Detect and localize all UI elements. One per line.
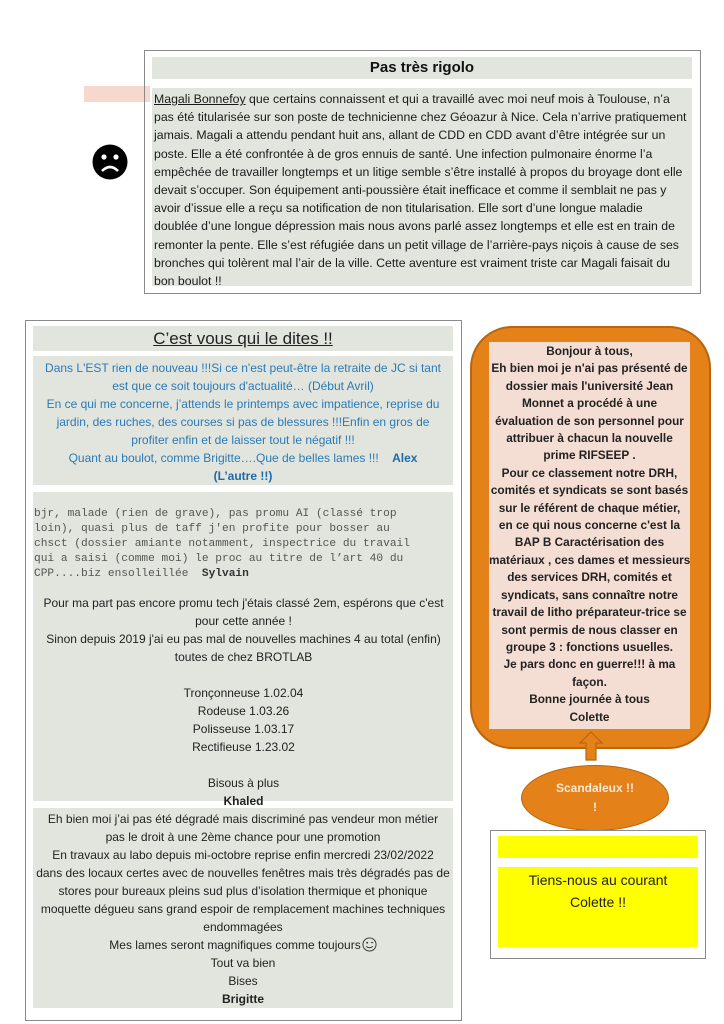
text-line: groupe 3 : fonctions usuelles. [505,639,674,654]
text-line: Bonjour à tous, [546,344,633,358]
text-line: poste. Elle a été confrontée à de gros ennuis de santé. Une infection pulmonaire énorme l’a [154,146,653,161]
text-line: pour cette année ! [195,614,292,628]
message-sylvain [34,507,453,582]
text-line: bon boulot !! [154,274,222,289]
text-line [34,756,453,774]
text-line: matériaux , ces dames et messieurs [489,552,690,567]
reaction-text: ! [593,800,597,814]
sad-face-icon [92,144,128,180]
text-line: endommagées [203,920,283,934]
text-line: prime RIFSEEP . [543,448,636,463]
text-line: BAP B Caractérisation des [514,535,665,550]
text-line: évaluation de son personnel pour [495,413,684,428]
highlight-bar [498,836,698,858]
text-line [34,666,453,684]
signature: Sylvain [201,568,249,580]
text-line: dans des locaux certes avec de nouvelles fenêtres mais très dégradés pas de [36,866,450,880]
text-line: avoir d’issue elle a reçu sa notification de non titularisation. Elle sort d’une longue maladie [154,201,643,216]
text-line: moquette dégueu sans grand espoir de remplacement machines techniques [40,902,446,916]
signature: Brigitte [222,992,264,1006]
reaction-bubble-scandaleux [521,765,669,831]
text-line: Monnet a procédé à une [521,396,658,411]
message-khaled [34,594,453,810]
text-line: empêchée de travailler longtemps et un litige semble s’être installé à propos du broyage dont elle [154,164,683,179]
text-line: toutes de chez BROTLAB [174,650,313,664]
text-line: profiter enfin et de laisser tout le négatif !!! [131,433,355,447]
text-line: Tout va bien [210,956,276,970]
text-line: Bises [228,974,258,988]
article-body [152,88,692,289]
text-line: pas été titularisée sur son poste de technicienne chez Géoazur à Nice. Cela n’arrive pratiquement [154,110,687,125]
text-line: Je pars donc en guerre!!! à ma [503,657,676,672]
text-line: dossier mais l'université Jean [505,378,674,393]
reply-message [498,867,698,947]
text-line: Bisous à plus [207,776,280,790]
message-sylvain-khaled [33,492,453,808]
text-line: Tiens-nous au courant [528,872,668,888]
text-line: attribuer à chacun la nouvelle [506,431,673,446]
text-line: jamais. Magali a attendu pendant huit ans, allant de CDD en CDD avant d’être intégrée sur un [154,128,666,143]
text-line: CPP....biz ensolleillée [34,568,189,580]
text-line: qui a saisi (comme moi) le proc au titre de l’art 40 du [34,553,404,565]
message-colette [489,342,690,729]
text-line: syndicats, sans connaître notre [500,587,678,602]
text-line: remonter la pente. Elle s’est réfugiée dans un petit village de l’arrière-pays niçois à cause de ses [154,237,679,252]
text-line: des services DRH, comités et [507,570,672,585]
text-line: chsct (dossier amiante notamment, inspectrice du travail [34,538,410,550]
text-line: stores pour bureaux pleins sud plus d’isolation thermique et phonique [58,884,428,898]
text-line: En travaux au labo depuis mi-octobre reprise enfin mercredi 23/02/2022 [52,848,434,862]
text-line: façon. [572,674,607,689]
decorative-bar [84,86,150,102]
text-line: Colette [569,709,610,724]
text-line: bronches qui tolèrent mal l’air de la ville. Cette aventure est vraiment triste car Magali faisait du [154,255,671,270]
text-line: Bonne journée à tous [529,692,650,707]
text-line: bjr, malade (rien de grave), pas promu AI (classé trop [34,508,397,520]
text-line: est que ce soit toujours d'actualité… (Début Avril) [112,379,374,393]
text-line: jardin, des ruches, des courses si pas de blessures !!!Enfin en gros de [56,415,430,429]
text-line: Quant au boulot, comme Brigitte….Que de belles lames !!! [68,451,379,465]
text-line: doublée d’une longue dépression mais nous avons parlé assez longtemps et elle est en train de [154,219,675,234]
arrow-up-icon [579,731,603,761]
text-line: Rodeuse 1.03.26 [197,704,290,718]
text-line: que certains connaissent et qui a travaillé avec moi neuf mois à Toulouse, n’a [245,92,670,106]
text-line: Sinon depuis 2019 j'ai eu pas mal de nouvelles machines 4 au total (enfin) [46,632,441,646]
message-alex [33,356,453,485]
text-line: devait s’occuper. Son équipement anti-poussière était inefficace et comme il semblait ne pas y [154,183,667,198]
signature: Khaled [223,794,264,808]
signature-note: (L’autre !!) [213,469,273,483]
text-line: en ce qui nous concerne c'est la [498,518,681,533]
text-line: sont permis de nous classer en [501,622,678,637]
text-line: sur le référent de chaque métier, [498,500,681,515]
signature: Alex [392,451,418,465]
text-line: Mes lames seront magnifiques comme toujours [109,938,361,952]
section-title-text: C’est vous qui le dites !! [153,329,333,348]
message-brigitte [33,808,453,1008]
text-line: Rectifieuse 1.23.02 [192,740,295,754]
text-line: Eh bien moi je n'ai pas présenté de [491,361,688,376]
text-line: comités et syndicats se sont basés [490,483,689,498]
text-line: Dans L'EST rien de nouveau !!!Si ce n'est peut-être la retraite de JC si tant [45,361,441,375]
text-line: Colette !! [569,894,627,910]
text-line: Eh bien moi j’ai pas été dégradé mais discriminé pas vendeur mon métier [47,812,439,826]
text-line: Pour ma part pas encore promu tech j'étais classé 2em, espérons que c'est [43,596,444,610]
text-line: Tronçonneuse 1.02.04 [183,686,304,700]
text-line: Pour ce classement notre DRH, [501,465,678,480]
person-name: Magali Bonnefoy [154,92,246,106]
article-title: Pas très rigolo [152,57,692,79]
text-line: travail de litho préparateur-trice se [492,605,687,620]
winking-face-icon [362,937,377,952]
section-title [33,326,453,351]
text-line: Polisseuse 1.03.17 [192,722,295,736]
reaction-text: Scandaleux !! [555,781,635,795]
text-line: pas le droit à une 2ème chance pour une promotion [105,830,381,844]
text-line: loin), quasi plus de taff j'en profite pour bosser au [34,523,390,535]
text-line: En ce qui me concerne, j’attends le printemps avec impatience, reprise du [46,397,440,411]
